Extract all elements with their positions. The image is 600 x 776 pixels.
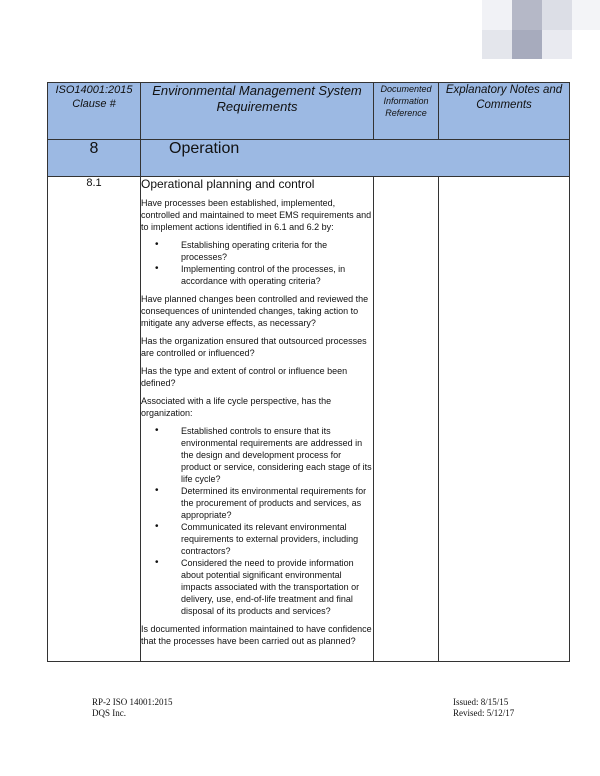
bullet-item: • Implementing control of the processes, in accordance with operating criteria?: [171, 263, 373, 287]
clause-requirements: [141, 177, 374, 662]
table-header-row: [48, 83, 570, 140]
clause-column-header: ISO14001:2015 Clause #: [48, 83, 141, 140]
corner-decoration: [482, 0, 512, 30]
requirement-paragraph: Is documented information maintained to have confidence that the processes have been carried out as planned?: [141, 624, 372, 646]
requirement-paragraph: Associated with a life cycle perspective, has the organization:: [141, 396, 332, 418]
notes-cell: [439, 177, 570, 662]
documented-info-cell: [374, 177, 439, 662]
corner-decoration: [542, 0, 572, 30]
clause-title: Operational planning and control: [141, 177, 315, 191]
bullet-item: • Established controls to ensure that its environmental requirements are addressed in the design and development process for product or service, considering each stage of its life cycle?: [171, 425, 373, 485]
bullet-list: [141, 239, 373, 287]
corner-decoration: [482, 30, 512, 59]
ems-requirements-column-header: Environmental Management System Requirements: [141, 83, 374, 140]
corner-decoration: [572, 0, 600, 30]
section-title: Operation: [141, 140, 570, 177]
footer-right: [453, 697, 514, 719]
section-row: [48, 140, 570, 177]
corner-decoration: [542, 30, 572, 59]
bullet-list: [141, 425, 373, 617]
issued-date: Issued: 8/15/15: [453, 697, 509, 707]
revised-date: Revised: 5/12/17: [453, 708, 515, 718]
bullet-item: • Considered the need to provide information about potential significant environmental impacts associated with the transportation or delivery, use, end-of-life treatment and final disposal of its products and services?: [171, 557, 373, 617]
requirement-paragraph: Have processes been established, implemented, controlled and maintained to meet EMS requirements and to implement actions identified in 6.1 and 6.2 by:: [141, 198, 372, 232]
requirement-paragraph: Has the type and extent of control or influence been defined?: [141, 366, 348, 388]
corner-decoration: [512, 30, 542, 59]
section-number: 8: [48, 140, 141, 177]
bullet-item: • Communicated its relevant environmental requirements to external providers, including contractors?: [171, 521, 373, 557]
requirement-paragraph: Has the organization ensured that outsourced processes are controlled or influenced?: [141, 336, 367, 358]
corner-decoration: [512, 0, 542, 30]
notes-column-header: Explanatory Notes and Comments: [439, 83, 570, 140]
clause-number: 8.1: [48, 177, 141, 662]
bullet-item: • Establishing operating criteria for the processes?: [171, 239, 373, 263]
documented-info-column-header: Documented Information Reference: [374, 83, 439, 140]
company-name: DQS Inc.: [92, 708, 126, 718]
document-id: RP-2 ISO 14001:2015: [92, 697, 173, 707]
footer-left: [92, 697, 173, 719]
bullet-item: • Determined its environmental requirements for the procurement of products and services, as appropriate?: [171, 485, 373, 521]
requirement-paragraph: Have planned changes been controlled and reviewed the consequences of unintended changes, taking action to mitigate any adverse effects, as necessary?: [141, 294, 369, 328]
clause-row: [48, 177, 570, 662]
audit-checklist-table: [47, 82, 570, 662]
